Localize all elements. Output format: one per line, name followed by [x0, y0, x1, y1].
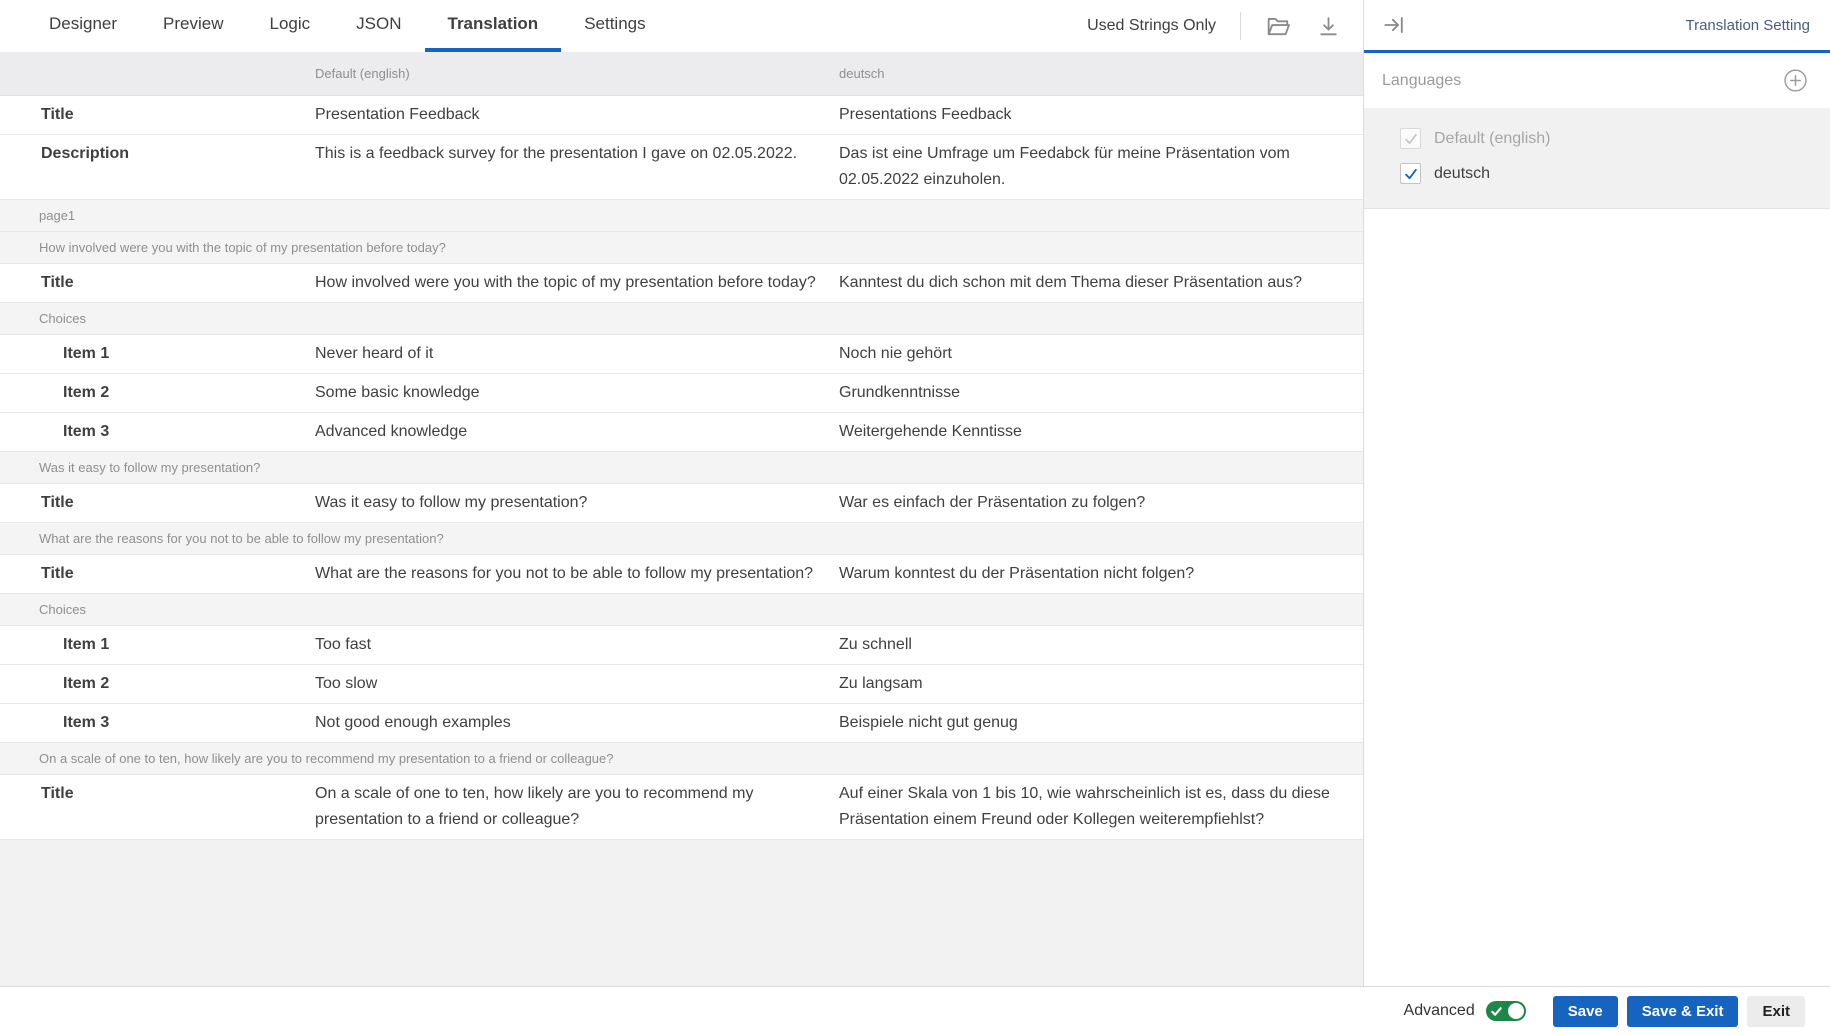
cell-deutsch[interactable]: Das ist eine Umfrage um Feedabck für meine Präsentation vom 02.05.2022 einzuholen. [839, 145, 1290, 188]
cell-default-english[interactable]: Never heard of it [315, 345, 434, 362]
language-checkbox[interactable] [1400, 163, 1421, 184]
cell-deutsch[interactable]: Zu langsam [839, 675, 923, 692]
cell-default-english[interactable]: Was it easy to follow my presentation? [315, 494, 588, 511]
translation-row [0, 413, 1363, 452]
cell-deutsch[interactable]: Presentations Feedback [839, 106, 1012, 123]
cell-default-english[interactable]: Presentation Feedback [315, 106, 480, 123]
translation-row [0, 96, 1363, 135]
row-label: Item 1 [63, 345, 110, 362]
translation-row [0, 665, 1363, 704]
group-header-row: Was it easy to follow my presentation? [0, 452, 1363, 484]
cell-deutsch[interactable]: War es einfach der Präsentation zu folgen? [839, 494, 1146, 511]
header-empty-cell [0, 52, 315, 95]
advanced-label: Advanced [1403, 1002, 1475, 1019]
advanced-toggle[interactable] [1486, 1001, 1526, 1021]
column-header-deutsch: deutsch [839, 66, 885, 81]
cell-deutsch[interactable]: Grundkenntnisse [839, 384, 960, 401]
row-label: Item 3 [63, 714, 110, 731]
row-label: Title [41, 785, 74, 802]
folder-icon [1265, 14, 1292, 38]
translation-row [0, 704, 1363, 743]
tab-logic[interactable]: Logic [247, 0, 334, 52]
save-button[interactable]: Save [1553, 996, 1618, 1027]
footer-action-bar [0, 986, 1830, 1035]
cell-deutsch[interactable]: Zu schnell [839, 636, 912, 653]
cell-default-english[interactable]: Too slow [315, 675, 378, 692]
tab-translation[interactable]: Translation [425, 0, 562, 52]
translation-settings-sidebar [1363, 0, 1830, 986]
row-label: Title [41, 106, 74, 123]
tab-list [26, 0, 669, 52]
cell-deutsch[interactable]: Weitergehende Kenntisse [839, 423, 1022, 440]
import-translations-button[interactable] [1265, 14, 1292, 38]
cell-deutsch[interactable]: Warum konntest du der Präsentation nicht folgen? [839, 565, 1195, 582]
toggle-knob [1508, 1003, 1524, 1019]
column-header-default-english: Default (english) [315, 66, 410, 81]
translation-row [0, 484, 1363, 523]
cell-default-english[interactable]: This is a feedback survey for the presentation I gave on 02.05.2022. [315, 145, 798, 162]
translation-row [0, 555, 1363, 594]
tab-bar [0, 0, 1363, 52]
cell-default-english[interactable]: What are the reasons for you not to be able to follow my presentation? [315, 565, 814, 582]
language-label: Default (english) [1434, 129, 1551, 147]
row-label: Item 2 [63, 675, 110, 692]
collapse-arrow-icon [1381, 12, 1407, 38]
row-label: Title [41, 565, 74, 582]
cell-deutsch[interactable]: Noch nie gehört [839, 345, 952, 362]
row-label: Title [41, 274, 74, 291]
cell-default-english[interactable]: How involved were you with the topic of my presentation before today? [315, 274, 816, 291]
row-label: Item 3 [63, 423, 110, 440]
languages-list [1364, 108, 1830, 209]
language-label: deutsch [1434, 164, 1491, 182]
cell-default-english[interactable]: Not good enough examples [315, 714, 511, 731]
group-header-row: On a scale of one to ten, how likely are you to recommend my presentation to a friend or colleague? [0, 743, 1363, 775]
translation-row [0, 775, 1363, 840]
cell-default-english[interactable]: Some basic knowledge [315, 384, 480, 401]
tab-json[interactable]: JSON [333, 0, 424, 52]
row-label: Item 2 [63, 384, 110, 401]
translation-row [0, 135, 1363, 200]
collapse-sidebar-button[interactable] [1381, 12, 1407, 38]
export-translations-button[interactable] [1316, 14, 1341, 39]
cell-deutsch[interactable]: Kanntest du dich schon mit dem Thema dieser Präsentation aus? [839, 274, 1303, 291]
sidebar-header [1364, 0, 1830, 50]
toggle-check-icon [1491, 1006, 1502, 1017]
used-strings-only-toggle[interactable]: Used Strings Only [1087, 17, 1216, 34]
sidebar-title: Translation Setting [1685, 16, 1810, 34]
translation-row [0, 626, 1363, 665]
table-header-row [0, 52, 1363, 96]
cell-default-english[interactable]: On a scale of one to ten, how likely are you to recommend my presentation to a friend or colleague? [315, 785, 754, 828]
tab-preview[interactable]: Preview [140, 0, 246, 52]
download-icon [1316, 14, 1341, 39]
row-label: Item 1 [63, 636, 110, 653]
exit-button[interactable]: Exit [1747, 996, 1805, 1027]
language-row-deutsch [1364, 156, 1830, 191]
row-label: Description [41, 145, 130, 162]
row-label: Title [41, 494, 74, 511]
cell-default-english[interactable]: Too fast [315, 636, 372, 653]
cell-deutsch[interactable]: Auf einer Skala von 1 bis 10, wie wahrscheinlich ist es, dass du diese Präsentation einem Freund oder Kollegen weiterempfiehlst? [839, 785, 1330, 828]
translation-strings-table [0, 52, 1363, 840]
checkmark-icon [1404, 167, 1418, 181]
tab-settings[interactable]: Settings [561, 0, 668, 52]
language-row-default-english- [1364, 121, 1830, 156]
plus-circle-icon [1783, 68, 1808, 93]
languages-header-label: Languages [1382, 71, 1462, 89]
group-header-row: Choices [0, 303, 1363, 335]
cell-default-english[interactable]: Advanced knowledge [315, 423, 468, 440]
group-header-row: page1 [0, 200, 1363, 232]
tab-designer[interactable]: Designer [26, 0, 140, 52]
toolbar-divider [1240, 12, 1241, 40]
translation-row [0, 335, 1363, 374]
languages-section-header [1364, 53, 1830, 108]
checkmark-icon [1404, 132, 1418, 146]
group-header-row: Choices [0, 594, 1363, 626]
group-header-row: What are the reasons for you not to be able to follow my presentation? [0, 523, 1363, 555]
translation-row [0, 264, 1363, 303]
cell-deutsch[interactable]: Beispiele nicht gut genug [839, 714, 1018, 731]
table-empty-area [0, 840, 1363, 986]
add-language-button[interactable] [1783, 68, 1808, 93]
group-header-row: How involved were you with the topic of my presentation before today? [0, 232, 1363, 264]
translation-toolbar [1087, 0, 1363, 52]
language-checkbox [1400, 128, 1421, 149]
save-exit-button[interactable]: Save & Exit [1627, 996, 1739, 1027]
translation-row [0, 374, 1363, 413]
